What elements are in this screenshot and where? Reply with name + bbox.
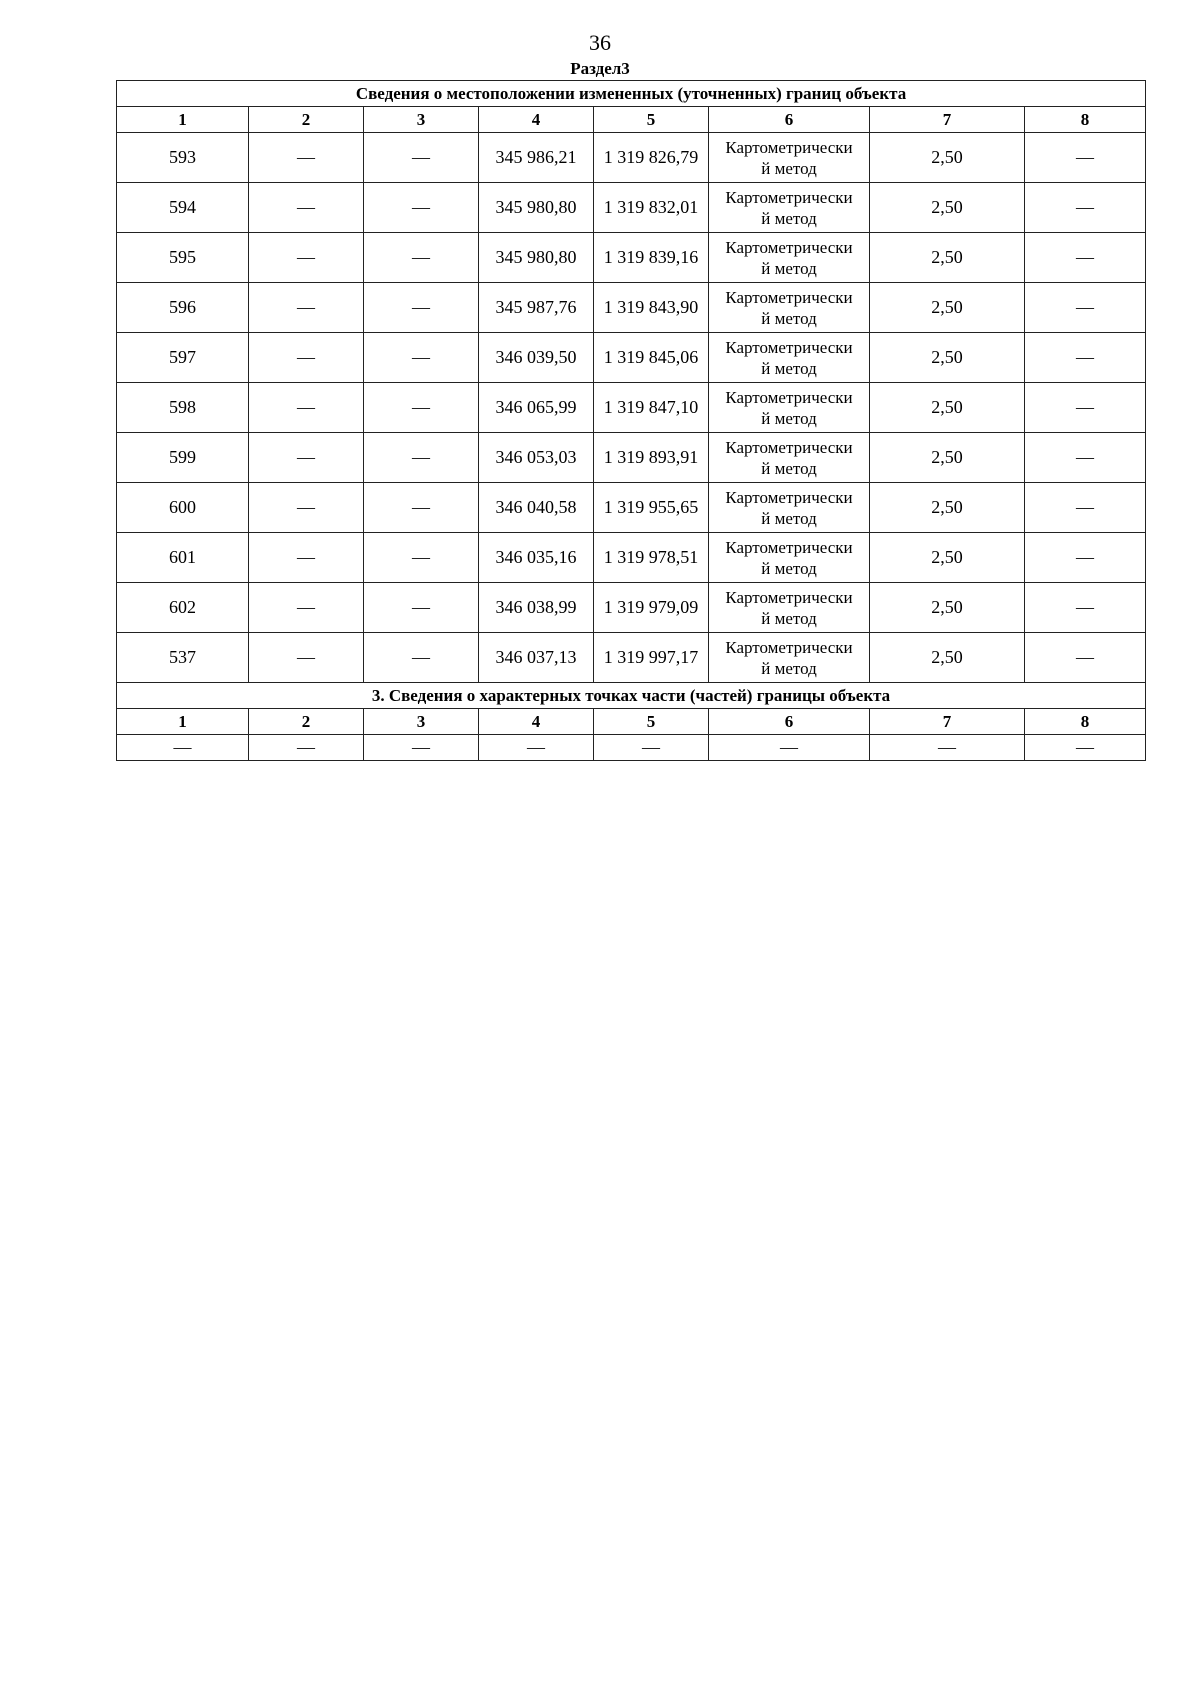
method-cell [709, 333, 870, 383]
cell-col2: — [249, 483, 364, 533]
accuracy: 2,50 [870, 433, 1025, 483]
page-number: 36 [589, 30, 611, 55]
method-line-1: Картометрически [725, 487, 853, 507]
table-row [117, 533, 1146, 583]
column-header: 3 [364, 107, 479, 133]
cell-col8: — [1025, 233, 1146, 283]
method-cell [709, 483, 870, 533]
method-line-2: й метод [761, 358, 817, 378]
column-header: 7 [870, 709, 1025, 735]
point-number: 537 [117, 633, 249, 683]
accuracy: 2,50 [870, 483, 1025, 533]
method-line-2: й метод [761, 558, 817, 578]
method-line-1: Картометрически [725, 387, 853, 407]
table-row [117, 233, 1146, 283]
method-line-2: й метод [761, 208, 817, 228]
method-cell [709, 533, 870, 583]
accuracy: 2,50 [870, 183, 1025, 233]
method-line-1: Картометрически [725, 537, 853, 557]
cell-col2: — [249, 633, 364, 683]
table-row [117, 283, 1146, 333]
coord-y: 1 319 997,17 [594, 633, 709, 683]
cell-col2: — [249, 283, 364, 333]
coord-x: 346 037,13 [479, 633, 594, 683]
cell-col3: — [364, 533, 479, 583]
empty-cell: — [870, 735, 1025, 761]
coord-x: 346 040,58 [479, 483, 594, 533]
point-number: 597 [117, 333, 249, 383]
coord-x: 345 986,21 [479, 133, 594, 183]
cell-col8: — [1025, 583, 1146, 633]
accuracy: 2,50 [870, 333, 1025, 383]
method-line-2: й метод [761, 408, 817, 428]
cell-col3: — [364, 183, 479, 233]
cell-col8: — [1025, 333, 1146, 383]
point-number: 593 [117, 133, 249, 183]
cell-col8: — [1025, 183, 1146, 233]
cell-col2: — [249, 233, 364, 283]
table-row [117, 583, 1146, 633]
cell-col2: — [249, 133, 364, 183]
cell-col2: — [249, 333, 364, 383]
cell-col8: — [1025, 533, 1146, 583]
cell-col3: — [364, 133, 479, 183]
coord-x: 346 035,16 [479, 533, 594, 583]
coord-y: 1 319 847,10 [594, 383, 709, 433]
coord-x: 346 038,99 [479, 583, 594, 633]
table-row [117, 483, 1146, 533]
coord-x: 346 065,99 [479, 383, 594, 433]
cell-col8: — [1025, 633, 1146, 683]
cell-col2: — [249, 533, 364, 583]
header-row [117, 107, 1146, 133]
section-title: Раздел3 [570, 59, 630, 78]
column-header: 7 [870, 107, 1025, 133]
table-row [117, 633, 1146, 683]
coord-y: 1 319 978,51 [594, 533, 709, 583]
column-header: 5 [594, 709, 709, 735]
boundary-table [116, 80, 1146, 761]
cell-col3: — [364, 633, 479, 683]
empty-cell: — [117, 735, 249, 761]
cell-col8: — [1025, 283, 1146, 333]
method-line-1: Картометрически [725, 587, 853, 607]
coord-x: 346 039,50 [479, 333, 594, 383]
method-line-1: Картометрически [725, 137, 853, 157]
cell-col3: — [364, 283, 479, 333]
table-row [117, 383, 1146, 433]
method-line-1: Картометрически [725, 337, 853, 357]
method-line-1: Картометрически [725, 287, 853, 307]
accuracy: 2,50 [870, 633, 1025, 683]
method-cell [709, 133, 870, 183]
coord-y: 1 319 843,90 [594, 283, 709, 333]
method-line-2: й метод [761, 658, 817, 678]
table-row [117, 333, 1146, 383]
column-header: 1 [117, 107, 249, 133]
column-header: 6 [709, 107, 870, 133]
method-cell [709, 283, 870, 333]
method-line-2: й метод [761, 308, 817, 328]
cell-col8: — [1025, 383, 1146, 433]
method-line-2: й метод [761, 508, 817, 528]
accuracy: 2,50 [870, 533, 1025, 583]
empty-cell: — [709, 735, 870, 761]
method-line-2: й метод [761, 258, 817, 278]
method-line-1: Картометрически [725, 437, 853, 457]
column-header: 8 [1025, 107, 1146, 133]
table2-header-row [117, 709, 1146, 735]
point-number: 601 [117, 533, 249, 583]
accuracy: 2,50 [870, 283, 1025, 333]
table-row [117, 183, 1146, 233]
column-header: 4 [479, 709, 594, 735]
point-number: 594 [117, 183, 249, 233]
coord-y: 1 319 832,01 [594, 183, 709, 233]
point-number: 595 [117, 233, 249, 283]
column-header: 4 [479, 107, 594, 133]
method-cell [709, 183, 870, 233]
coord-x: 345 980,80 [479, 233, 594, 283]
accuracy: 2,50 [870, 133, 1025, 183]
method-line-2: й метод [761, 608, 817, 628]
coord-y: 1 319 955,65 [594, 483, 709, 533]
point-number: 600 [117, 483, 249, 533]
empty-cell: — [249, 735, 364, 761]
method-cell [709, 633, 870, 683]
cell-col8: — [1025, 433, 1146, 483]
cell-col2: — [249, 583, 364, 633]
cell-col3: — [364, 583, 479, 633]
column-header: 1 [117, 709, 249, 735]
empty-cell: — [1025, 735, 1146, 761]
empty-cell: — [594, 735, 709, 761]
table-caption-row [117, 81, 1146, 107]
method-line-2: й метод [761, 458, 817, 478]
table2-row [117, 735, 1146, 761]
empty-cell: — [479, 735, 594, 761]
table-caption: Сведения о местоположении измененных (уточненных) границ объекта [117, 81, 1146, 107]
point-number: 596 [117, 283, 249, 333]
coord-y: 1 319 979,09 [594, 583, 709, 633]
coord-x: 345 980,80 [479, 183, 594, 233]
coord-y: 1 319 826,79 [594, 133, 709, 183]
coord-y: 1 319 893,91 [594, 433, 709, 483]
column-header: 6 [709, 709, 870, 735]
method-cell [709, 383, 870, 433]
column-header: 2 [249, 709, 364, 735]
table2-caption-row [117, 683, 1146, 709]
point-number: 599 [117, 433, 249, 483]
cell-col3: — [364, 433, 479, 483]
cell-col2: — [249, 433, 364, 483]
accuracy: 2,50 [870, 583, 1025, 633]
cell-col2: — [249, 383, 364, 433]
coord-x: 346 053,03 [479, 433, 594, 483]
method-line-1: Картометрически [725, 237, 853, 257]
cell-col3: — [364, 483, 479, 533]
column-header: 5 [594, 107, 709, 133]
accuracy: 2,50 [870, 383, 1025, 433]
cell-col3: — [364, 383, 479, 433]
cell-col8: — [1025, 483, 1146, 533]
table-row [117, 133, 1146, 183]
empty-cell: — [364, 735, 479, 761]
table-row [117, 433, 1146, 483]
point-number: 598 [117, 383, 249, 433]
method-line-1: Картометрически [725, 187, 853, 207]
method-cell [709, 233, 870, 283]
column-header: 3 [364, 709, 479, 735]
cell-col8: — [1025, 133, 1146, 183]
column-header: 8 [1025, 709, 1146, 735]
cell-col3: — [364, 233, 479, 283]
column-header: 2 [249, 107, 364, 133]
table2-caption: 3. Сведения о характерных точках части (частей) границы объекта [117, 683, 1146, 709]
coord-y: 1 319 839,16 [594, 233, 709, 283]
cell-col2: — [249, 183, 364, 233]
cell-col3: — [364, 333, 479, 383]
method-line-1: Картометрически [725, 637, 853, 657]
method-cell [709, 433, 870, 483]
coord-x: 345 987,76 [479, 283, 594, 333]
method-cell [709, 583, 870, 633]
coord-y: 1 319 845,06 [594, 333, 709, 383]
point-number: 602 [117, 583, 249, 633]
method-line-2: й метод [761, 158, 817, 178]
accuracy: 2,50 [870, 233, 1025, 283]
